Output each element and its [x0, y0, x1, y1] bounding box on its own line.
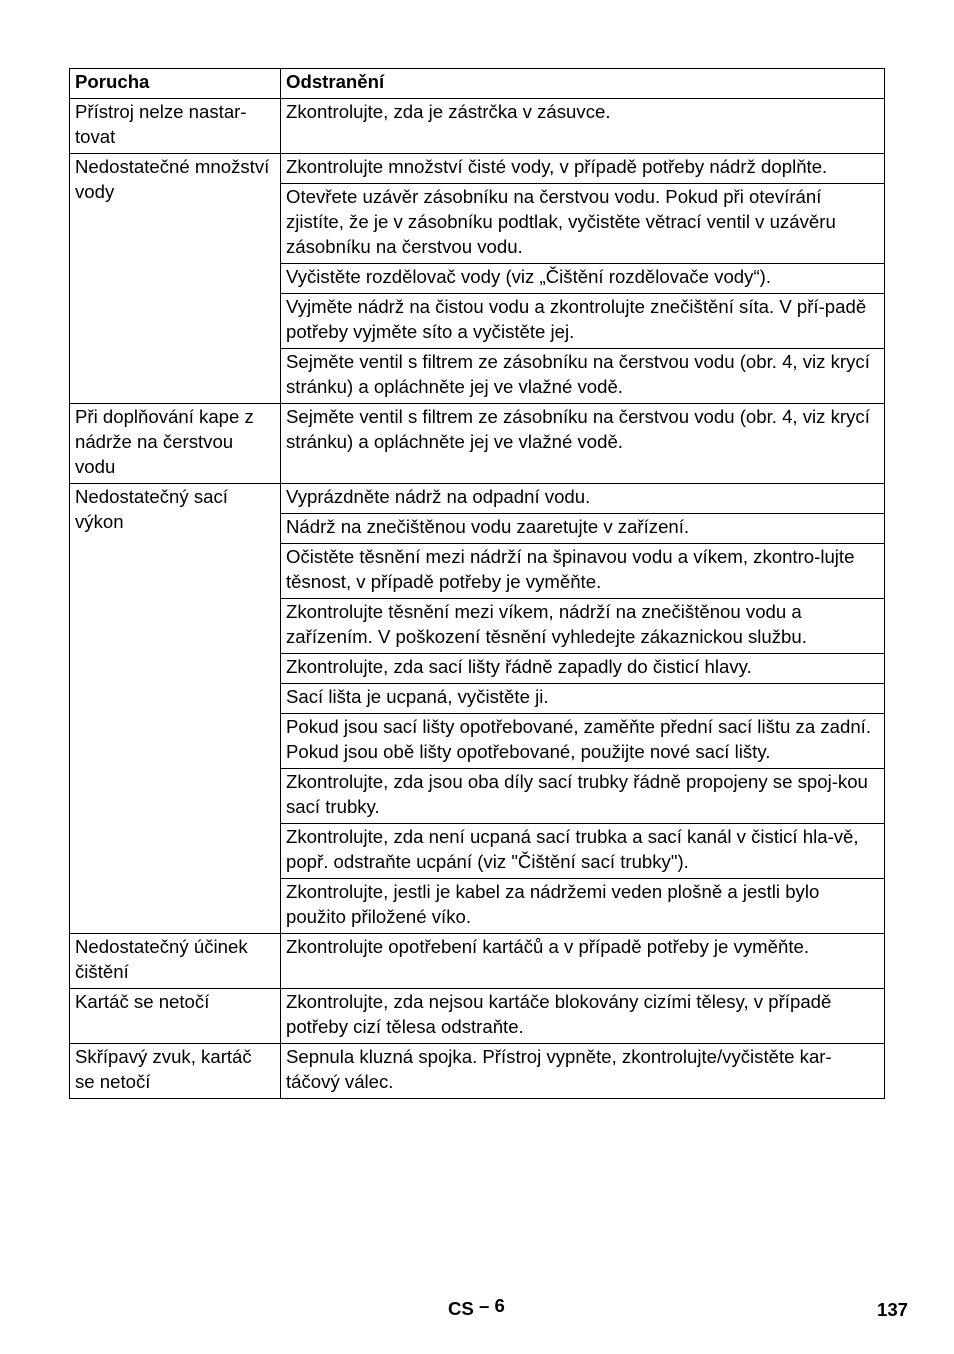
table-row [70, 1044, 885, 1099]
remedy-cell: Vyprázdněte nádrž na odpadní vodu. [281, 484, 885, 514]
table-row [70, 404, 885, 484]
remedy-cell: Zkontrolujte, zda je zástrčka v zásuvce. [281, 99, 885, 154]
header-remedy: Odstranění [281, 69, 885, 99]
remedy-cell: Očistěte těsnění mezi nádrží na špinavou vodu a víkem, zkontro-lujte těsnost, v případě potřeby je vyměňte. [281, 544, 885, 599]
remedy-cell: Zkontrolujte, zda sací lišty řádně zapadly do čisticí hlavy. [281, 654, 885, 684]
fault-cell: Nedostatečný účinek čištění [70, 934, 281, 989]
footer-language: CS [448, 1298, 474, 1319]
fault-cell: Přístroj nelze nastar-tovat [70, 99, 281, 154]
table-header-row [70, 69, 885, 99]
fault-cell: Nedostatečný sací výkon [70, 484, 281, 934]
table-row [70, 154, 885, 184]
remedy-cell: Zkontrolujte množství čisté vody, v případě potřeby nádrž doplňte. [281, 154, 885, 184]
table-row [70, 934, 885, 989]
troubleshooting-table [69, 68, 885, 1099]
remedy-cell: Zkontrolujte těsnění mezi víkem, nádrží na znečištěnou vodu a zařízením. V poškození těsnění vyhledejte zákaznickou službu. [281, 599, 885, 654]
remedy-cell: Zkontrolujte, zda jsou oba díly sací trubky řádně propojeny se spoj-kou sací trubky. [281, 769, 885, 824]
fault-cell: Skřípavý zvuk, kartáč se netočí [70, 1044, 281, 1099]
remedy-cell: Zkontrolujte opotřebení kartáčů a v případě potřeby je vyměňte. [281, 934, 885, 989]
footer-section-page: 6 [494, 1295, 505, 1316]
table-row [70, 484, 885, 514]
footer-section-label [448, 1295, 505, 1320]
remedy-cell: Sací lišta je ucpaná, vyčistěte ji. [281, 684, 885, 714]
remedy-cell: Otevřete uzávěr zásobníku na čerstvou vodu. Pokud při otevírání zjistíte, že je v zásobníku podtlak, vyčistěte větrací ventil v uzávěru zásobníku na čerstvou vodu. [281, 184, 885, 264]
remedy-cell: Vyčistěte rozdělovač vody (viz „Čištění rozdělovače vody“). [281, 264, 885, 294]
footer-dash: – [479, 1295, 490, 1316]
remedy-cell: Sepnula kluzná spojka. Přístroj vypněte, zkontrolujte/vyčistěte kar-táčový válec. [281, 1044, 885, 1099]
remedy-cell: Zkontrolujte, jestli je kabel za nádržemi veden plošně a jestli bylo použito přiložené víko. [281, 879, 885, 934]
table-row [70, 99, 885, 154]
table-row [70, 989, 885, 1044]
remedy-cell: Zkontrolujte, zda není ucpaná sací trubka a sací kanál v čisticí hla-vě, popř. odstraňte ucpání (viz "Čištění sací trubky"). [281, 824, 885, 879]
fault-cell: Kartáč se netočí [70, 989, 281, 1044]
remedy-cell: Pokud jsou sací lišty opotřebované, zaměňte přední sací lištu za zadní. Pokud jsou obě lišty opotřebované, použijte nové sací lišty. [281, 714, 885, 769]
remedy-cell: Zkontrolujte, zda nejsou kartáče blokovány cizími tělesy, v případě potřeby cizí tělesa odstraňte. [281, 989, 885, 1044]
page-number: 137 [877, 1299, 909, 1320]
remedy-cell: Sejměte ventil s filtrem ze zásobníku na čerstvou vodu (obr. 4, viz krycí stránku) a opláchněte jej ve vlažné vodě. [281, 349, 885, 404]
remedy-cell: Vyjměte nádrž na čistou vodu a zkontrolujte znečištění síta. V pří-padě potřeby vyjměte síto a vyčistěte jej. [281, 294, 885, 349]
header-fault: Porucha [70, 69, 281, 99]
remedy-cell: Nádrž na znečištěnou vodu zaaretujte v zařízení. [281, 514, 885, 544]
fault-cell: Při doplňování kape z nádrže na čerstvou vodu [70, 404, 281, 484]
remedy-cell: Sejměte ventil s filtrem ze zásobníku na čerstvou vodu (obr. 4, viz krycí stránku) a opláchněte jej ve vlažné vodě. [281, 404, 885, 484]
table-body [70, 99, 885, 1099]
fault-cell: Nedostatečné množství vody [70, 154, 281, 404]
